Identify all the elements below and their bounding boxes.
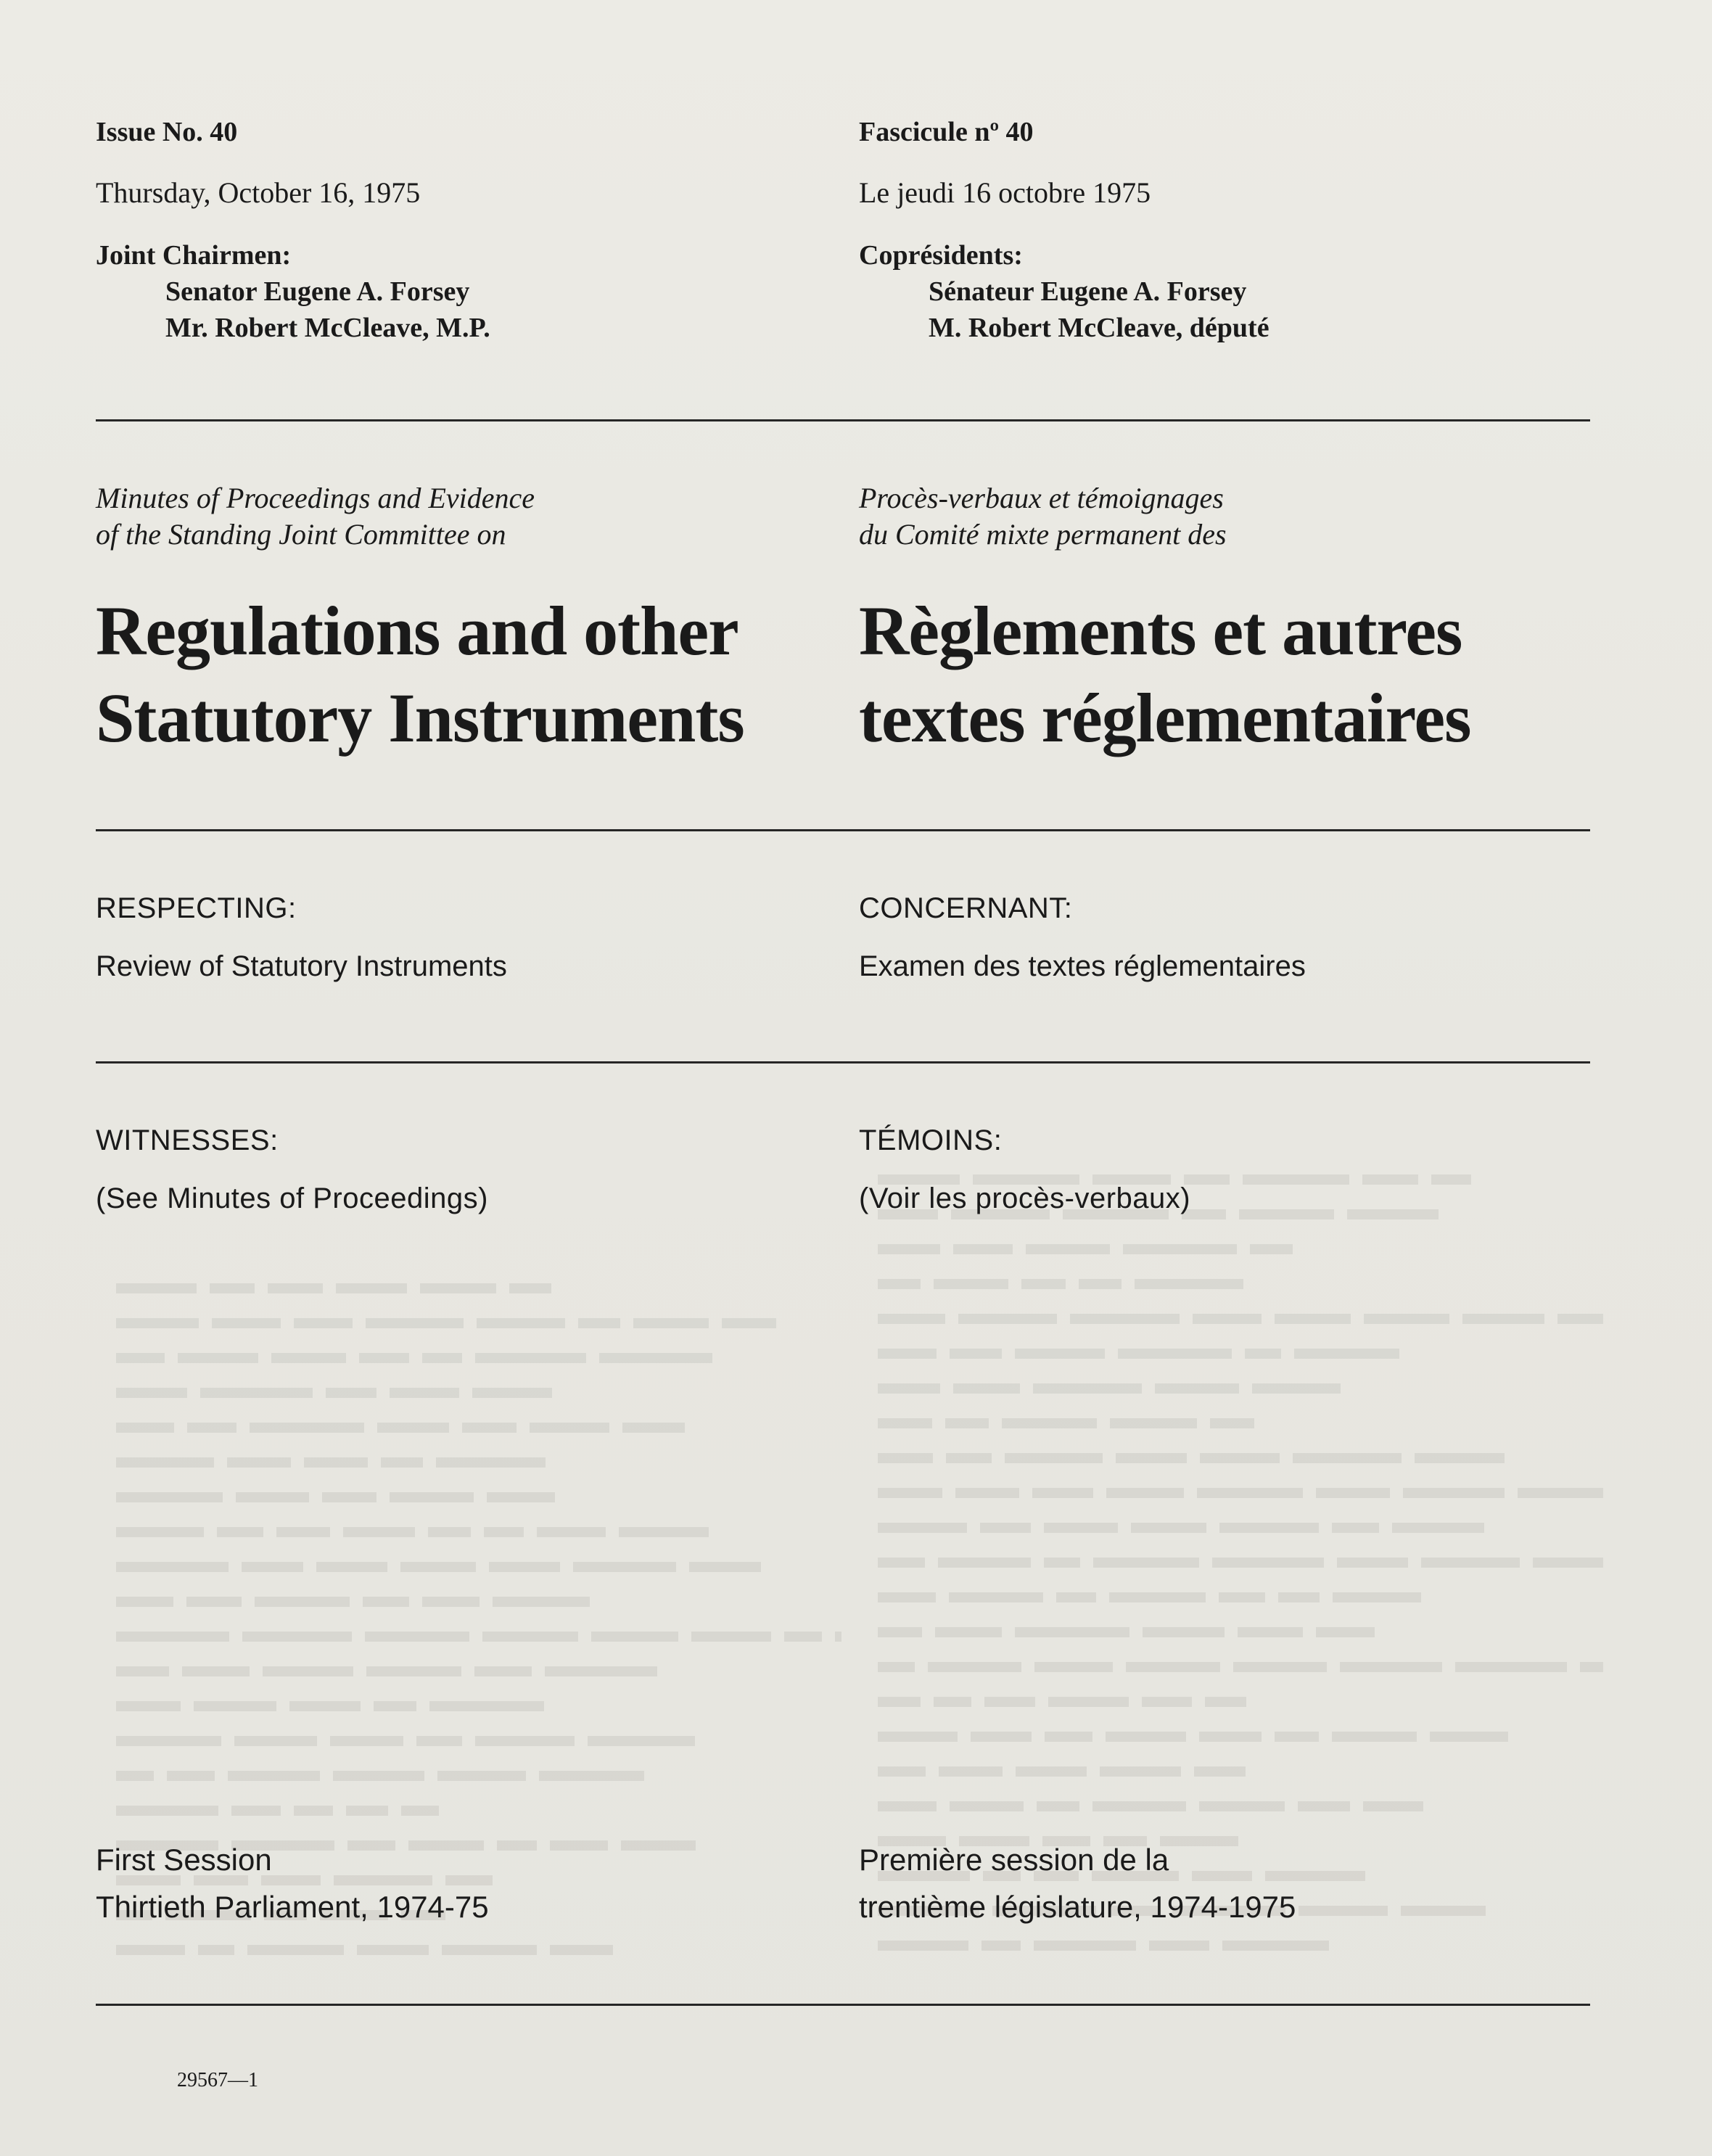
respecting-text: Examen des textes réglementaires: [859, 950, 1306, 982]
document-number: 29567—1: [177, 2069, 258, 2091]
committee-title: textes réglementaires: [859, 679, 1471, 757]
session-line: First Session: [96, 1843, 272, 1877]
respecting-text: Review of Statutory Instruments: [96, 950, 507, 982]
english-column: [96, 0, 843, 2156]
chairman-name: M. Robert McCleave, député: [929, 313, 1269, 343]
chairmen-heading: Joint Chairmen:: [96, 240, 292, 271]
parliament-line: Thirtieth Parliament, 1974-75: [96, 1890, 489, 1924]
respecting-label: RESPECTING:: [96, 892, 297, 924]
issue-date: Le jeudi 16 octobre 1975: [859, 176, 1151, 209]
committee-title: Regulations and other: [96, 592, 738, 670]
committee-title: Règlements et autres: [859, 592, 1462, 670]
chairman-name: Senator Eugene A. Forsey: [165, 276, 470, 307]
french-column: [859, 0, 1606, 2156]
chairmen-heading: Coprésidents:: [859, 240, 1023, 271]
witnesses-text: (Voir les procès-verbaux): [859, 1182, 1191, 1214]
minutes-subtitle: du Comité mixte permanent des: [859, 518, 1227, 551]
respecting-label: CONCERNANT:: [859, 892, 1073, 924]
issue-number: Fascicule nº 40: [859, 117, 1034, 147]
committee-title: Statutory Instruments: [96, 679, 744, 757]
minutes-subtitle: Procès-verbaux et témoignages: [859, 482, 1224, 514]
session-line: Première session de la: [859, 1843, 1169, 1877]
issue-number: Issue No. 40: [96, 117, 238, 147]
issue-date: Thursday, October 16, 1975: [96, 176, 421, 209]
witnesses-label: TÉMOINS:: [859, 1124, 1003, 1156]
divider-rule: [96, 829, 1590, 831]
witnesses-text: (See Minutes of Proceedings): [96, 1182, 488, 1214]
minutes-subtitle: Minutes of Proceedings and Evidence: [96, 482, 535, 514]
chairman-name: Sénateur Eugene A. Forsey: [929, 276, 1247, 307]
chairman-name: Mr. Robert McCleave, M.P.: [165, 313, 490, 343]
minutes-subtitle: of the Standing Joint Committee on: [96, 518, 506, 551]
divider-rule: [96, 419, 1590, 421]
witnesses-label: WITNESSES:: [96, 1124, 279, 1156]
divider-rule: [96, 1061, 1590, 1063]
divider-rule: [96, 2004, 1590, 2006]
parliament-line: trentième législature, 1974-1975: [859, 1890, 1296, 1924]
